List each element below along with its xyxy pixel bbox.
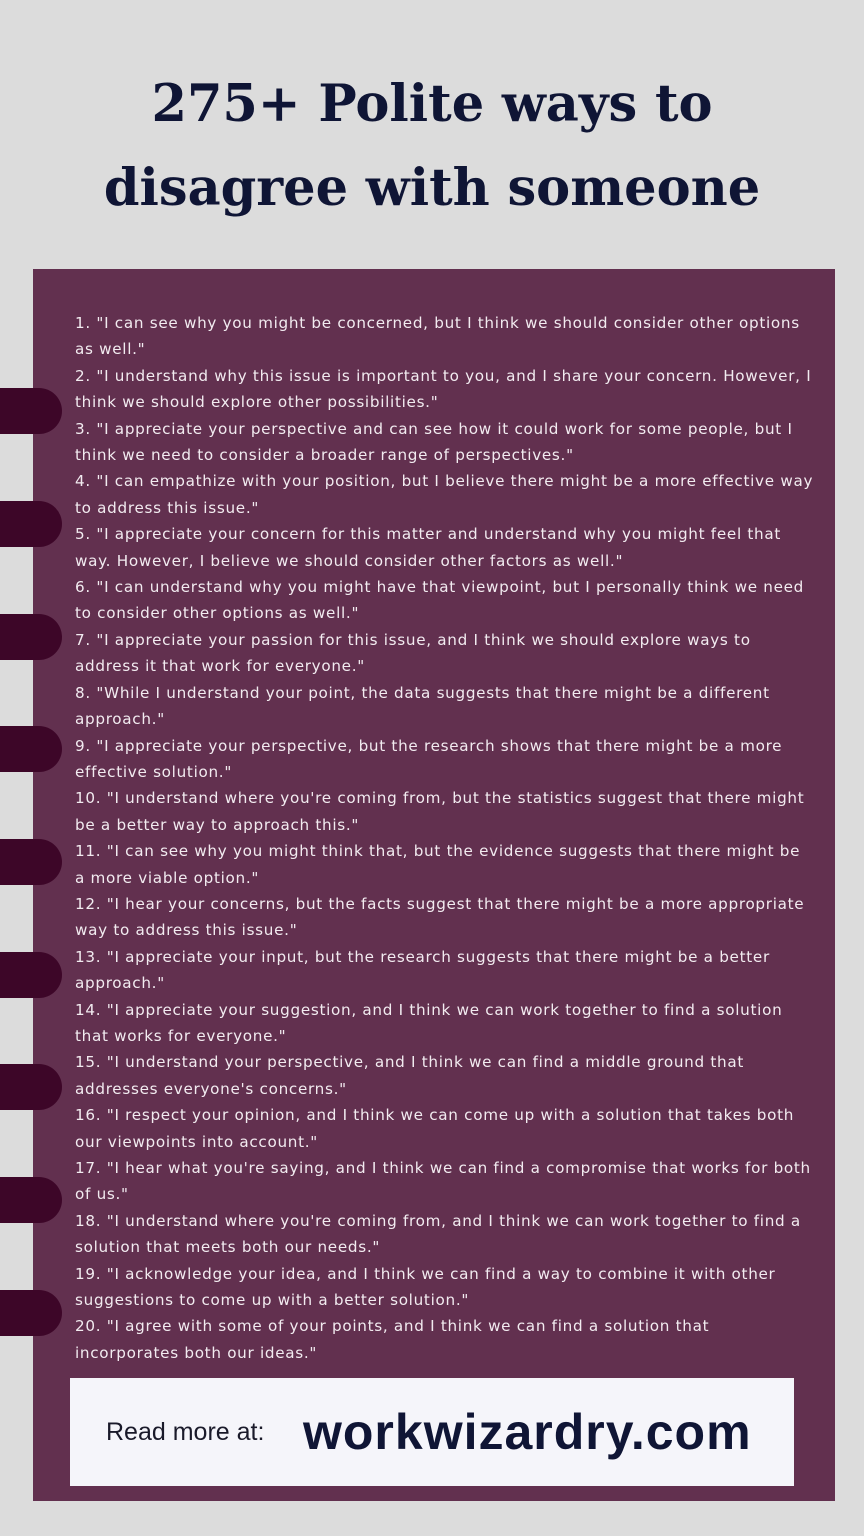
list-item: 11. "I can see why you might think that, but the evidence suggests that there might be a more viable option." — [75, 842, 801, 887]
page-title-line-2: disagree with someone — [103, 158, 761, 218]
list-item: 6. "I can understand why you might have that viewpoint, but I personally think we need to consider other options as well." — [75, 578, 805, 623]
list-item: 15. "I understand your perspective, and I think we can find a middle ground that addresses everyone's concerns." — [75, 1053, 744, 1098]
binder-tab — [0, 1064, 62, 1110]
binder-tab — [0, 1177, 62, 1223]
binder-tab — [0, 726, 62, 772]
list-item: 17. "I hear what you're saying, and I think we can find a compromise that works for both of us." — [75, 1159, 811, 1204]
read-more-label: Read more at: — [106, 1418, 265, 1446]
binder-tab — [0, 1290, 62, 1336]
binder-tab — [0, 952, 62, 998]
list-item: 1. "I can see why you might be concerned, but I think we should consider other options as well." — [75, 314, 800, 359]
list-item: 8. "While I understand your point, the data suggests that there might be a different approach." — [75, 683, 770, 729]
list-item: 5. "I appreciate your concern for this matter and understand why you might feel that way. However, I believe we should consider other factors as well." — [75, 525, 782, 570]
list-item: 19. "I acknowledge your idea, and I think we can find a way to combine it with other suggestions to come up with a better solution." — [75, 1264, 776, 1310]
list-item: 20. "I agree with some of your points, and I think we can find a solution that incorporates both our ideas." — [75, 1317, 710, 1362]
list-item: 10. "I understand where you're coming from, but the statistics suggest that there might be a better way to approach this." — [75, 789, 805, 834]
binder-tab — [0, 388, 62, 434]
list-item: 2. "I understand why this issue is important to you, and I share your concern. However, I think we should explore other possibilities." — [75, 366, 812, 412]
site-link[interactable]: workwizardry.com — [303, 1404, 752, 1460]
list-item: 9. "I appreciate your perspective, but the research shows that there might be a more effective solution." — [75, 736, 783, 781]
read-more-banner[interactable] — [70, 1378, 794, 1486]
list-item: 14. "I appreciate your suggestion, and I think we can work together to find a solution that works for everyone." — [75, 1000, 783, 1045]
list-item: 7. "I appreciate your passion for this issue, and I think we should explore ways to address it that work for everyone." — [75, 630, 751, 676]
list-item: 16. "I respect your opinion, and I think we can come up with a solution that takes both our viewpoints into account." — [75, 1106, 795, 1151]
binder-tab — [0, 501, 62, 547]
list-item: 13. "I appreciate your input, but the research suggests that there might be a better approach." — [75, 947, 770, 993]
binder-tab — [0, 614, 62, 660]
page-title — [0, 62, 864, 230]
quote-list — [75, 310, 815, 1366]
list-item: 12. "I hear your concerns, but the facts suggest that there might be a more appropriate way to address this issue." — [75, 894, 805, 940]
page-title-line-1: 275+ Polite ways to — [151, 74, 713, 134]
list-item: 18. "I understand where you're coming from, and I think we can work together to find a solution that meets both our needs." — [75, 1211, 801, 1257]
list-item: 3. "I appreciate your perspective and can see how it could work for some people, but I think we need to consider a broader range of perspectives." — [75, 419, 793, 465]
list-item: 4. "I can empathize with your position, but I believe there might be a more effective way to address this issue." — [75, 472, 814, 517]
binder-tab — [0, 839, 62, 885]
